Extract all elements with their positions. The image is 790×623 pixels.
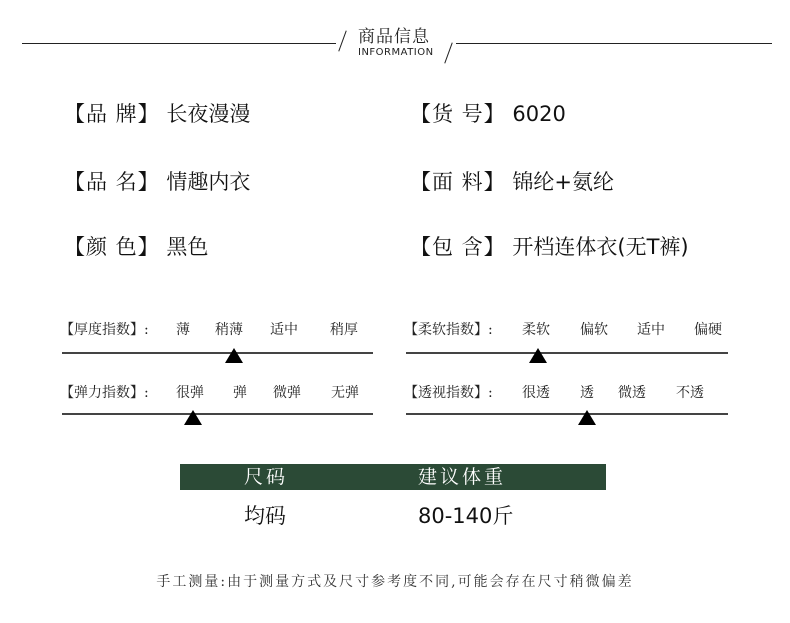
scale-option: 很弹 — [176, 385, 204, 401]
attr-label: 【颜 色】 — [64, 235, 160, 259]
scale-option: 薄 — [176, 322, 190, 338]
scale-line-softness — [406, 352, 728, 354]
scale-label-elasticity: 【弹力指数】: — [60, 385, 149, 401]
attr-label: 【面 料】 — [410, 170, 506, 194]
attr-label: 【品 名】 — [64, 170, 160, 194]
scale-option: 稍薄 — [215, 322, 243, 338]
scale-option: 偏软 — [580, 322, 608, 338]
scale-option: 透 — [580, 385, 594, 401]
scale-line-elasticity — [62, 413, 373, 415]
scale-option: 微透 — [618, 385, 646, 401]
scale-marker-softness — [529, 348, 547, 363]
attr-label: 【包 含】 — [410, 235, 506, 259]
scale-option: 微弹 — [273, 385, 301, 401]
attr-fabric — [410, 166, 614, 196]
scale-label-thickness: 【厚度指数】: — [60, 322, 149, 338]
section-subtitle: INFORMATION — [358, 47, 434, 58]
attr-color — [64, 231, 208, 261]
attr-product-name — [64, 166, 250, 196]
attr-label: 【品 牌】 — [64, 102, 160, 126]
scale-label-softness: 【柔软指数】: — [404, 322, 493, 338]
scale-option: 不透 — [676, 385, 704, 401]
scale-option: 适中 — [637, 322, 665, 338]
scale-option: 柔软 — [522, 322, 550, 338]
size-cell-size: 均码 — [244, 504, 286, 528]
scale-option: 偏硬 — [694, 322, 722, 338]
header-divider-left — [22, 43, 336, 44]
scale-label-transparency: 【透视指数】: — [404, 385, 493, 401]
header-divider-right — [456, 43, 772, 44]
attr-value: 锦纶+氨纶 — [512, 170, 614, 194]
header-slash-left — [338, 30, 346, 51]
size-header-size: 尺码 — [244, 466, 289, 488]
size-header-weight: 建议体重 — [418, 466, 507, 488]
attr-value: 6020 — [512, 102, 566, 126]
scale-marker-thickness — [225, 348, 243, 363]
attr-label: 【货 号】 — [410, 102, 506, 126]
scale-option: 无弹 — [331, 385, 359, 401]
scale-option: 适中 — [270, 322, 298, 338]
section-title: 商品信息 — [358, 27, 430, 47]
attr-value: 情趣内衣 — [166, 170, 251, 194]
attr-brand — [64, 98, 250, 128]
scale-option: 弹 — [233, 385, 247, 401]
scale-line-thickness — [62, 352, 373, 354]
attr-item-number — [410, 98, 566, 128]
measurement-note: 手工测量:由于测量方式及尺寸参考度不同,可能会存在尺寸稍微偏差 — [156, 574, 634, 590]
attr-contents — [410, 231, 689, 261]
attr-value: 黑色 — [166, 235, 209, 259]
scale-option: 稍厚 — [330, 322, 358, 338]
header-slash-right — [444, 42, 452, 63]
scale-marker-transparency — [578, 410, 596, 425]
scale-marker-elasticity — [184, 410, 202, 425]
scale-option: 很透 — [522, 385, 550, 401]
attr-value: 长夜漫漫 — [166, 102, 251, 126]
size-cell-weight: 80-140斤 — [418, 504, 514, 528]
scale-line-transparency — [406, 413, 728, 415]
attr-value: 开档连体衣(无T裤) — [512, 235, 689, 259]
